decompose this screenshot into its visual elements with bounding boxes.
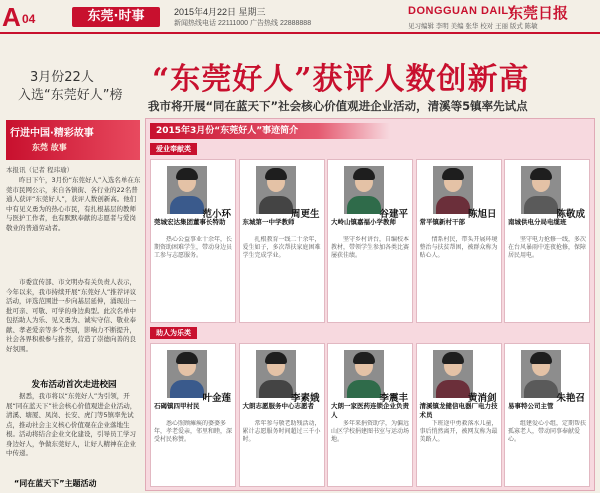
- series-tag: [6, 120, 140, 160]
- person-summary: 扎根教育一线二十余年，爱生如子，多次帮扶家庭困难学生完成学业。: [242, 236, 321, 259]
- masthead: [0, 0, 600, 34]
- person-title: 清溪镇龙健信电器厂电力技术员: [419, 402, 498, 419]
- person-summary: 常年参与敬老助残活动，累计志愿服务时间超过三千小时。: [242, 420, 321, 443]
- person-summary: 下班途中勇救落水儿童，事后悄然离开，被网友称为最美路人。: [419, 420, 498, 443]
- person-name: 叶金莲: [202, 393, 231, 404]
- person-title: 大岭山镇嘉福小学教师: [331, 218, 396, 226]
- person-name: 陈旭日: [467, 209, 497, 220]
- body-paragraph: 市委宣传部、市文明办有关负责人表示，今年以来，我市持续开展“东莞好人”推荐评议活动，评选范围进一步向基层延伸，涌现出一批可亲、可敬、可学的身边典型。此次名单中包括助人为乐、见义勇为、诚实守信、敬业奉献、孝老爱亲等多个类别，影响力不断提升，社会各界积极参与推荐，营造了崇德向善的良好氛围。: [6, 278, 137, 353]
- portrait-photo: [167, 350, 207, 398]
- portrait-photo: [167, 166, 207, 214]
- person-title: 大朗一家医药连锁企业负责人: [331, 402, 409, 419]
- person-title: 南城供电分局电缆班: [508, 218, 567, 226]
- portrait-photo: [521, 350, 561, 398]
- portrait-photo: [521, 166, 561, 214]
- panel-title: 2015年3月份“东莞好人”事迹简介: [150, 123, 390, 139]
- kicker-line-1: 3月份22人: [30, 70, 94, 85]
- profile-card: [504, 159, 590, 323]
- person-summary: 热心公益事业十余年，长期资助困难学生，带动身边员工参与志愿服务。: [154, 236, 232, 259]
- person-summary: 坚守乡村讲台，自编校本教材，带领学生参加各类比赛屡获佳绩。: [331, 236, 409, 259]
- person-title: 常平镇新村干部: [419, 218, 465, 226]
- body-paragraph: 据悉，我市将以“东莞好人”为引领，开展“同在蓝天下”社会核心价值观进企业活动，清溪、塘厦、凤岗、长安、虎门等5镇率先试点，推动社会主义核心价值观在企业落地生根。活动将结合企业文化建设，引导员工学习身边好人，争做东莞好人，让好人精神在企业中传递。: [6, 392, 137, 457]
- series-tag-text: 行进中国·精彩故事: [10, 128, 94, 139]
- profile-card: [150, 159, 236, 323]
- section-label: 东莞·时事: [72, 7, 160, 27]
- portrait-photo: [433, 350, 473, 398]
- person-title: 东城第一中学教师: [242, 218, 295, 226]
- portrait-photo: [256, 166, 296, 214]
- portrait-photo: [344, 166, 384, 214]
- person-title: 石碣镇四甲村民: [154, 402, 200, 410]
- group-label: 助人为乐类: [150, 327, 197, 339]
- profile-card: [416, 159, 502, 323]
- issue-date: 2015年4月22日 星期三: [174, 7, 266, 17]
- person-summary: 悉心照顾瘫痪的婆婆多年，孝老爱亲，邻里和睦，深受村民称赞。: [154, 420, 232, 443]
- person-summary: 情系村民，带头开展环境整治与扶贫帮困，被群众称为贴心人。: [419, 236, 498, 259]
- byline: 本报讯（记者 程玮瑜）: [6, 166, 74, 174]
- staff-line: 见习编辑 李明 美编 张华 校对 王丽 版式 陈敏: [408, 23, 538, 30]
- person-name: 黄消剑: [467, 393, 497, 404]
- lead-paragraph: 昨日下午，3月份“东莞好人”入选名单在东莞市民网公示，来自各镇街、各行业的22名普通人获评“东莞好人”，获评人数创新高。他们中有见义勇为的热心市民，有扎根基层的教师与医护工作者，也有默默奉献的志愿者与爱岗敬业的普通劳动者。: [6, 176, 141, 232]
- person-name: 陈敬成: [556, 209, 585, 220]
- person-name: 周更生: [290, 209, 320, 220]
- main-headline: “东莞好人”获评人数创新高: [152, 62, 530, 97]
- portrait-photo: [344, 350, 384, 398]
- portrait-photo: [433, 166, 473, 214]
- kicker-line-2: 入选“东莞好人”榜: [18, 88, 123, 103]
- person-name: 李素娥: [290, 393, 320, 404]
- editor-line: 新闻热线电话 22111000 广告热线 22888888: [174, 20, 312, 27]
- profile-card: [150, 343, 236, 487]
- person-summary: 组建爱心小组，定期帮扶孤寡老人，带动同事奉献爱心。: [508, 420, 586, 443]
- profile-card: [239, 343, 325, 487]
- good-people-panel: [145, 118, 595, 491]
- page-number: 04: [22, 12, 36, 26]
- article-subheading: 发布活动首次走进校园: [31, 380, 117, 390]
- person-name: 谷建平: [379, 209, 408, 220]
- group-label: 爱业奉献类: [150, 143, 197, 155]
- profile-card: [416, 343, 502, 487]
- profile-card: [239, 159, 325, 323]
- series-logo-text: 东莞 故事: [32, 143, 67, 152]
- person-summary: 坚守电力抢修一线，多次在台风暴雨中连夜抢修，保障居民用电。: [508, 236, 586, 259]
- profile-card: [327, 343, 413, 487]
- sub-headline: 我市将开展“同在蓝天下”社会核心价值观进企业活动，清溪等5镇率先试点: [148, 99, 528, 113]
- person-title: 易事特公司主管: [508, 402, 554, 410]
- person-name: 范小环: [202, 209, 231, 220]
- page-letter: A: [2, 2, 21, 32]
- continued-heading: “同在蓝天下”主题活动: [14, 479, 97, 488]
- person-name: 朱艳召: [556, 393, 585, 404]
- person-title: 莞城宏达集团董事长特助: [154, 218, 226, 226]
- portrait-photo: [256, 350, 296, 398]
- paper-name-en: DONGGUAN DAILY: [408, 5, 516, 17]
- person-name: 李震丰: [379, 393, 408, 404]
- person-title: 大朗志愿服务中心志愿者: [242, 402, 314, 410]
- profile-card: [504, 343, 590, 487]
- profile-card: [327, 159, 413, 323]
- article-column: [6, 120, 142, 490]
- person-summary: 多年来捐资助学，为偏远山区学校捐建图书室与运动场地。: [331, 420, 409, 443]
- paper-name-cn: 东莞日报: [508, 4, 569, 22]
